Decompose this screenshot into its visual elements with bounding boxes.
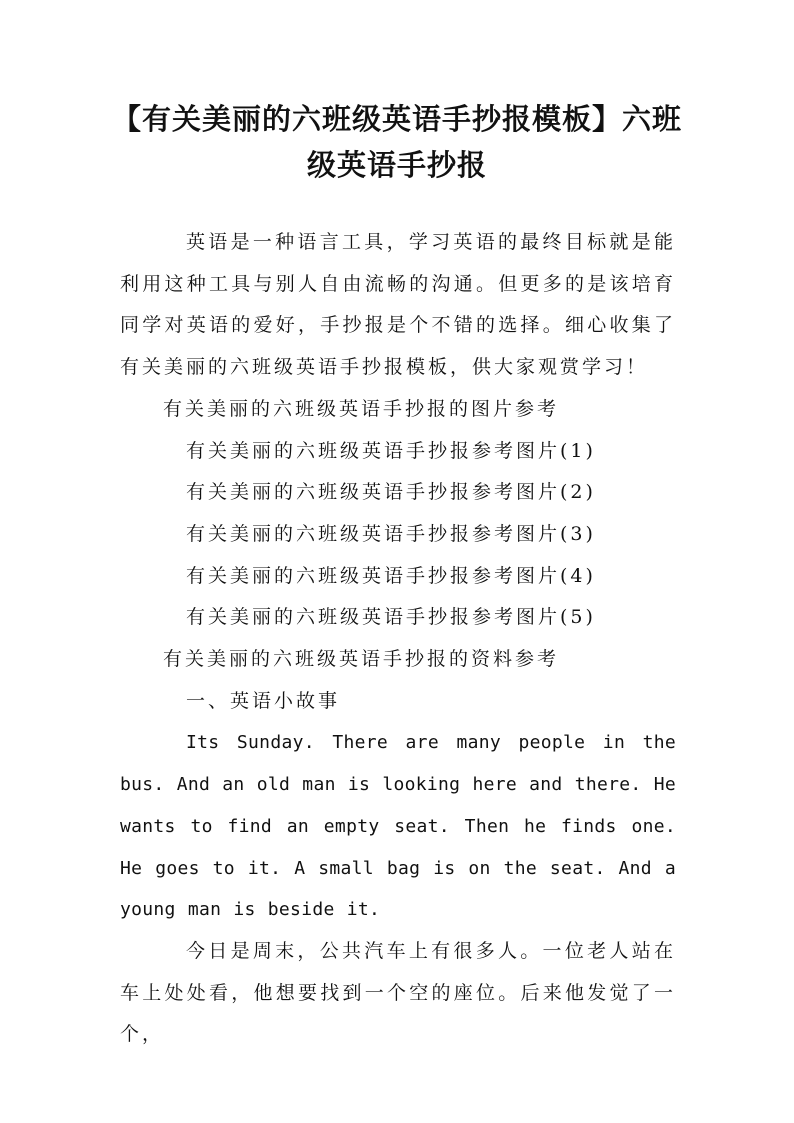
picture-reference-4: 有关美丽的六班级英语手抄报参考图片(4) — [186, 564, 596, 587]
picture-reference-5: 有关美丽的六班级英语手抄报参考图片(5) — [186, 606, 596, 629]
picture-reference-2: 有关美丽的六班级英语手抄报参考图片(2) — [186, 481, 596, 504]
document-body — [120, 222, 676, 1056]
story-english-paragraph: Its Sunday. There are many people in the bus. And an old man is looking here and there. He wants to find an empty seat. Then he finds one. He goes to it. A small bag is on the seat. And a young man is beside it. — [120, 732, 676, 921]
title-line-2: 级英语手抄报 — [306, 148, 487, 182]
picture-reference-1: 有关美丽的六班级英语手抄报参考图片(1) — [186, 439, 596, 462]
title-line-1: 【有关美丽的六班级英语手抄报模板】六班 — [111, 102, 682, 136]
section-heading-materials: 有关美丽的六班级英语手抄报的资料参考 — [163, 648, 560, 671]
story-chinese-paragraph: 今日是周末，公共汽车上有很多人。一位老人站在车上处处看，他想要找到一个空的座位。后来他发觉了一个， — [120, 939, 676, 1046]
intro-paragraph: 英语是一种语言工具，学习英语的最终目标就是能利用这种工具与别人自由流畅的沟通。但更多的是该培育同学对英语的爱好，手抄报是个不错的选择。细心收集了有关美丽的六班级英语手抄报模板，供大家观赏学习！ — [120, 231, 676, 379]
section-heading-pictures: 有关美丽的六班级英语手抄报的图片参考 — [163, 397, 560, 420]
picture-reference-3: 有关美丽的六班级英语手抄报参考图片(3) — [186, 522, 596, 545]
subsection-heading-story: 一、英语小故事 — [186, 689, 341, 712]
document-title — [100, 96, 694, 188]
